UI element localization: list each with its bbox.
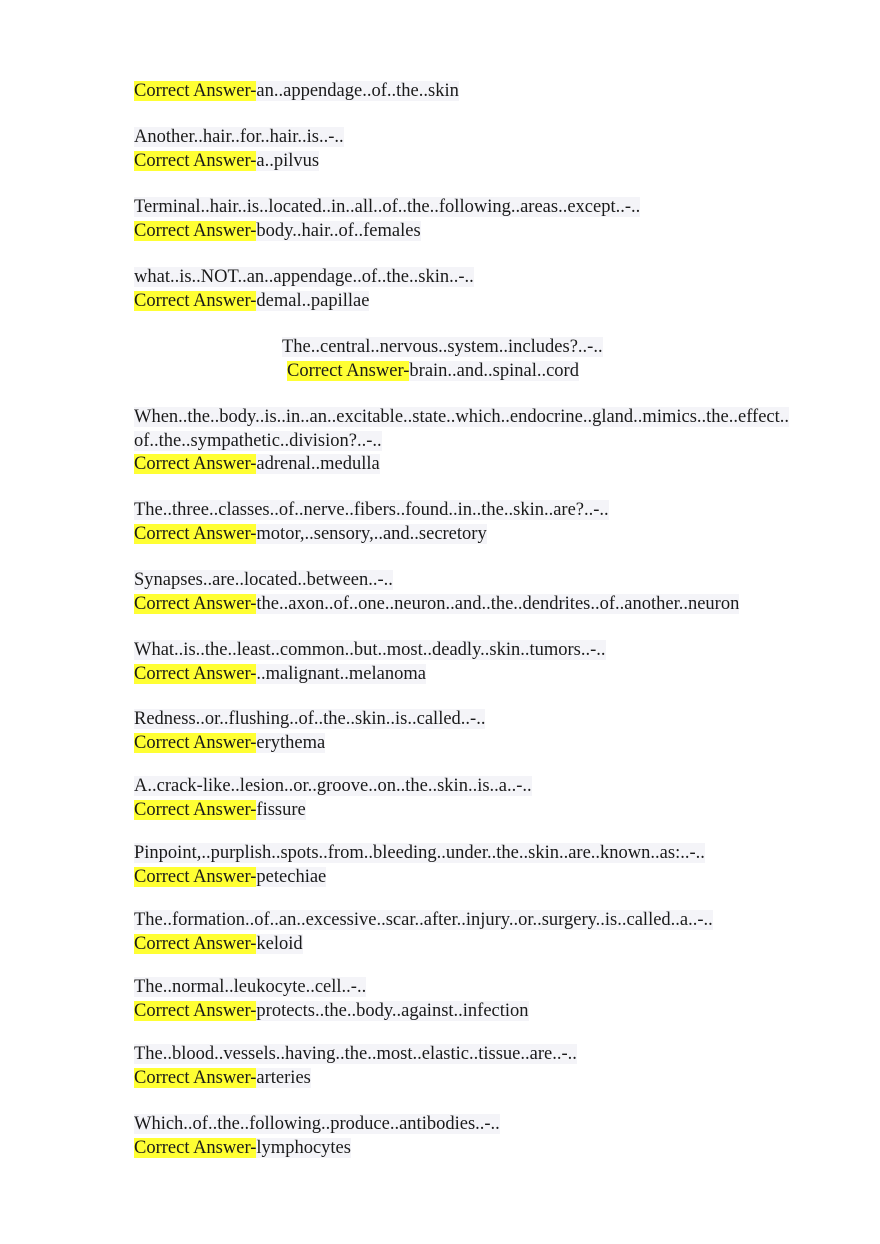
answer-line: [134, 1137, 500, 1161]
answer-prefix: Correct Answer-: [134, 454, 257, 474]
answer-prefix: Correct Answer-: [134, 81, 257, 101]
answer-text: demal..papillae: [256, 290, 370, 311]
question-text: Another..hair..for..hair..is..-..: [134, 127, 344, 147]
qa-item: [134, 639, 606, 686]
question-text: The..three..classes..of..nerve..fibers..found..in..the..skin..are?..-..: [134, 500, 609, 520]
question-text: The..central..nervous..system..includes?..-..: [282, 337, 603, 357]
question-line: [134, 499, 609, 523]
question-text: Which..of..the..following..produce..antibodies..-..: [134, 1114, 500, 1134]
question-line: [134, 775, 532, 799]
question-line: [134, 1113, 500, 1137]
qa-item: [134, 406, 789, 477]
answer-line: [134, 220, 640, 244]
question-line: [282, 336, 603, 360]
qa-item: [134, 80, 459, 104]
qa-item: [134, 499, 609, 546]
question-text: The..normal..leukocyte..cell..-..: [134, 977, 367, 997]
answer-text: the..axon..of..one..neuron..and..the..dendrites..of..another..neuron: [256, 593, 740, 614]
qa-item: [134, 909, 713, 956]
qa-item: [134, 775, 532, 822]
answer-text: petechiae: [256, 866, 327, 887]
answer-text: motor,..sensory,..and..secretory: [256, 523, 487, 544]
question-text: Terminal..hair..is..located..in..all..of..the..following..areas..except..-..: [134, 197, 641, 217]
answer-prefix: Correct Answer-: [134, 732, 257, 753]
answer-prefix: Correct Answer-: [134, 866, 257, 887]
answer-line: [134, 453, 789, 477]
question-line: [134, 976, 529, 1000]
question-text: The..formation..of..an..excessive..scar..after..injury..or..surgery..is..called..a..-..: [134, 910, 713, 930]
question-line: [134, 430, 789, 454]
answer-line: [282, 360, 603, 384]
qa-item: [134, 196, 640, 243]
question-line: [134, 266, 474, 290]
answer-text: fissure: [256, 799, 306, 820]
answer-line: [134, 1067, 577, 1091]
qa-item: [134, 266, 474, 313]
answer-text: keloid: [256, 933, 303, 954]
question-line: [134, 569, 739, 593]
qa-item: [134, 842, 705, 889]
answer-prefix: Correct Answer-: [134, 593, 257, 614]
question-line: [134, 909, 713, 933]
answer-prefix: Correct Answer-: [134, 150, 257, 171]
qa-item: [134, 126, 344, 173]
answer-line: [134, 866, 705, 890]
answer-line: [134, 799, 532, 823]
question-text: of..the..sympathetic..division?..-..: [134, 430, 382, 451]
answer-line: [134, 80, 459, 104]
answer-text: an..appendage..of..the..skin: [256, 81, 459, 101]
answer-prefix: Correct Answer-: [134, 933, 257, 954]
answer-text: ..malignant..melanoma: [256, 663, 426, 684]
answer-line: [134, 290, 474, 314]
question-text: what..is..NOT..an..appendage..of..the..skin..-..: [134, 267, 474, 287]
answer-prefix: Correct Answer-: [134, 523, 257, 544]
answer-line: [134, 523, 609, 547]
qa-item: [134, 1113, 500, 1160]
question-text: Synapses..are..located..between..-..: [134, 570, 393, 590]
answer-line: [134, 663, 606, 687]
answer-line: [134, 593, 739, 617]
qa-item: [134, 976, 529, 1023]
question-line: [134, 126, 344, 150]
answer-prefix: Correct Answer-: [134, 1067, 257, 1088]
answer-line: [134, 150, 344, 174]
answer-text: brain..and..spinal..cord: [409, 360, 579, 381]
answer-text: protects..the..body..against..infection: [256, 1000, 529, 1021]
question-line: [134, 639, 606, 663]
answer-prefix: Correct Answer-: [134, 290, 257, 311]
answer-prefix: Correct Answer-: [134, 663, 257, 684]
answer-text: adrenal..medulla: [256, 454, 380, 474]
answer-line: [134, 732, 485, 756]
answer-text: body..hair..of..females: [256, 220, 421, 241]
question-line: [134, 842, 705, 866]
qa-item: [134, 708, 485, 755]
question-line: [134, 1043, 577, 1067]
qa-item: [134, 1043, 577, 1090]
answer-text: arteries: [256, 1067, 311, 1088]
answer-prefix: Correct Answer-: [134, 1137, 257, 1158]
answer-text: a..pilvus: [256, 150, 320, 171]
question-text: Pinpoint,..purplish..spots..from..bleeding..under..the..skin..are..known..as:..-..: [134, 843, 705, 863]
answer-prefix: Correct Answer-: [134, 799, 257, 820]
answer-prefix: Correct Answer-: [287, 360, 410, 381]
question-text: When..the..body..is..in..an..excitable..state..which..endocrine..gland..mimics..the..effect..: [134, 407, 790, 427]
answer-line: [134, 1000, 529, 1024]
answer-prefix: Correct Answer-: [134, 1000, 257, 1021]
question-text: A..crack-like..lesion..or..groove..on..the..skin..is..a..-..: [134, 776, 532, 796]
question-text: What..is..the..least..common..but..most..deadly..skin..tumors..-..: [134, 640, 606, 660]
answer-text: lymphocytes: [256, 1137, 351, 1158]
answer-line: [134, 933, 713, 957]
question-line: [134, 708, 485, 732]
question-line: [134, 196, 640, 220]
question-text: Redness..or..flushing..of..the..skin..is..called..-..: [134, 709, 486, 729]
question-line: [134, 406, 789, 430]
qa-item: [134, 569, 739, 616]
answer-text: erythema: [256, 732, 326, 753]
question-text: The..blood..vessels..having..the..most..elastic..tissue..are..-..: [134, 1044, 577, 1064]
qa-item: [282, 336, 603, 383]
answer-prefix: Correct Answer-: [134, 220, 257, 241]
